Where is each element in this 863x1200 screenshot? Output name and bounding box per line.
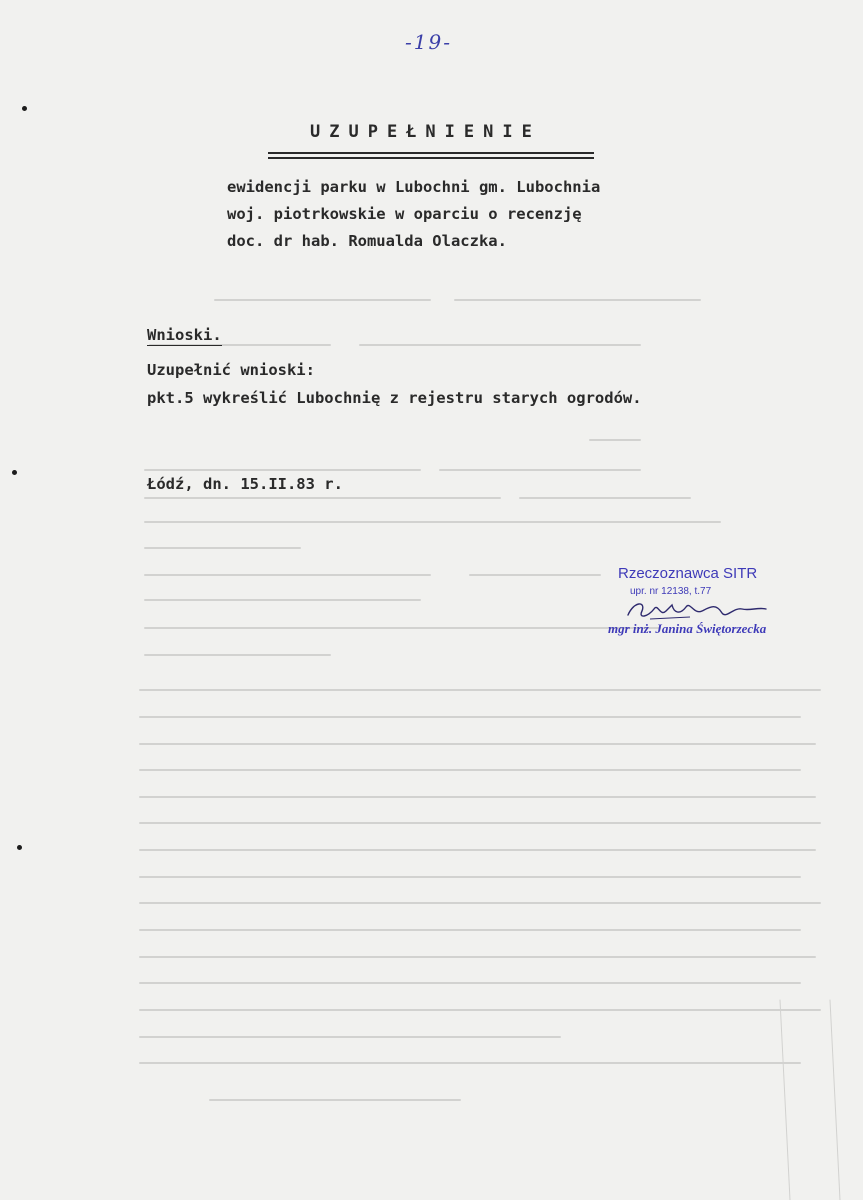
stamp-license-number: upr. nr 12138, t.77: [630, 586, 712, 597]
document-title: UZUPEŁNIENIE: [310, 122, 541, 142]
subtitle-line-1: ewidencji parku w Lubochni gm. Lubochnia: [227, 178, 601, 196]
page-number: -19-: [405, 30, 452, 54]
stamp-title: Rzeczoznawca SITR: [618, 565, 758, 582]
punch-hole-mark: [17, 845, 22, 850]
section-heading: Wnioski.: [147, 326, 222, 344]
subtitle-line-3: doc. dr hab. Romualda Olaczka.: [227, 232, 507, 250]
expert-stamp: [600, 565, 800, 645]
punch-hole-mark: [22, 106, 27, 111]
subtitle-line-2: woj. piotrkowskie w oparciu o recenzję: [227, 205, 582, 223]
conclusion-intro: Uzupełnić wnioski:: [147, 361, 315, 379]
place-and-date: Łódź, dn. 15.II.83 r.: [147, 475, 343, 493]
conclusion-point: pkt.5 wykreślić Lubochnię z rejestru starych ogrodów.: [147, 389, 642, 407]
stamp-name: mgr inż. Janina Świętorzecka: [608, 621, 767, 636]
title-double-underline: [268, 152, 594, 159]
punch-hole-mark: [12, 470, 17, 475]
